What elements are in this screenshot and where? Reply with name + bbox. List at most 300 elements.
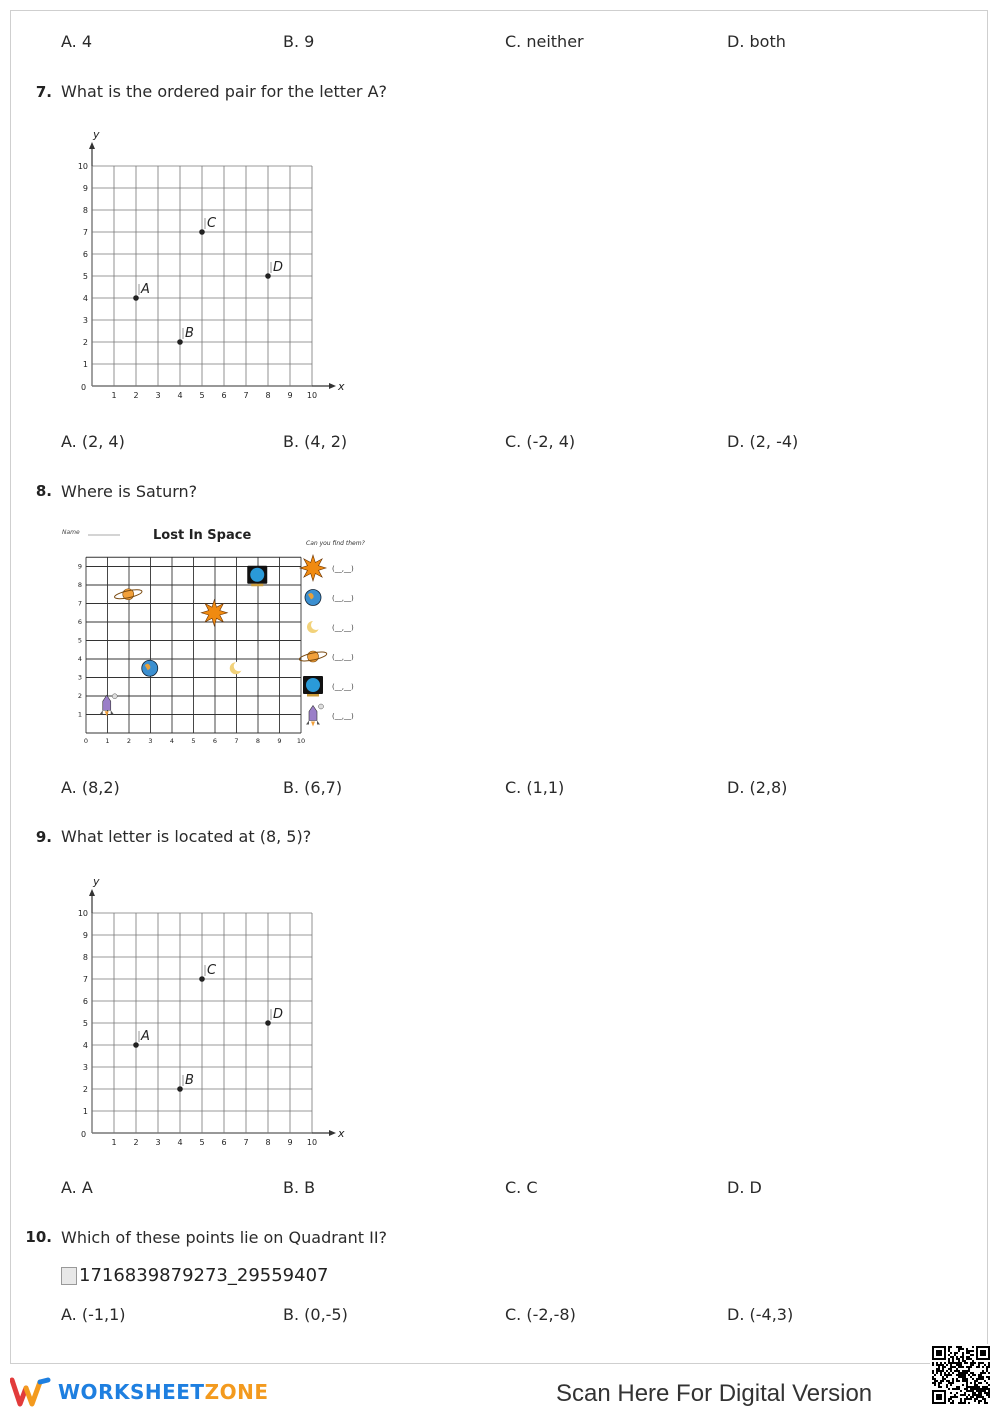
qr-module [986,1366,988,1368]
qr-module [960,1346,962,1348]
qr-module [958,1374,960,1376]
qr-module [938,1364,940,1366]
qr-module [964,1360,966,1362]
q8-option-d[interactable]: D. (2,8) [727,778,788,797]
qr-module [978,1364,980,1366]
qr-module [960,1402,962,1404]
x-tick-label: 1 [111,1138,117,1147]
qr-module [968,1394,970,1396]
q7-coordinate-graph [70,120,350,410]
qr-module [956,1378,958,1380]
qr-module [974,1386,976,1388]
qr-module [958,1372,960,1374]
qr-module [980,1400,982,1402]
earth-icon [142,660,158,676]
qr-module [978,1396,980,1398]
qr-module [948,1388,950,1390]
qr-module [956,1370,958,1372]
qr-module [976,1396,978,1398]
qr-module [962,1366,964,1368]
qr-module [938,1384,940,1386]
qr-module [978,1382,980,1384]
qr-module [966,1384,968,1386]
name-label: Name [62,529,80,536]
qr-module [970,1396,972,1398]
qr-module [962,1372,964,1374]
answer-blank: (__,__) [332,683,354,691]
y-tick-label: 3 [82,1063,88,1072]
point-b [177,339,183,345]
qr-finder-core [980,1350,986,1356]
qr-module [940,1370,942,1372]
qr-module [954,1370,956,1372]
y-tick-label: 2 [82,1085,88,1094]
qr-module [970,1354,972,1356]
qr-module [972,1360,974,1362]
q9-option-c[interactable]: C. C [505,1178,538,1197]
qr-module [944,1372,946,1374]
space-y-tick: 3 [77,673,82,682]
space-x-tick: 8 [255,737,261,745]
qr-module [934,1378,936,1380]
qr-module [932,1378,934,1380]
qr-module [932,1382,934,1384]
qr-module [980,1374,982,1376]
qr-module [986,1382,988,1384]
qr-module [950,1352,952,1354]
qr-module [956,1392,958,1394]
space-x-tick: 2 [126,737,132,745]
qr-module [950,1384,952,1386]
q10-option-a[interactable]: A. (-1,1) [61,1305,126,1324]
qr-module [960,1394,962,1396]
qr-module [986,1386,988,1388]
answer-blank: (__,__) [332,594,354,603]
qr-module [942,1366,944,1368]
x-axis-label: x [338,1127,345,1140]
y-tick-label: 9 [82,931,88,940]
qr-module [954,1366,956,1368]
qr-module [970,1376,972,1378]
qr-module [966,1378,968,1380]
point-a [133,295,139,301]
qr-module [950,1402,952,1404]
qr-module [954,1354,956,1356]
qr-module [964,1374,966,1376]
qr-module [980,1392,982,1394]
qr-module [978,1394,980,1396]
x-tick-label: 10 [306,391,318,400]
qr-module [946,1384,948,1386]
qr-module [982,1362,984,1364]
qr-module [950,1368,952,1370]
qr-module [970,1350,972,1352]
qr-module [952,1356,954,1358]
moon-icon [230,661,244,674]
space-x-tick: 10 [296,737,306,745]
y-tick-label: 6 [82,250,88,259]
x-axis-arrow [329,1130,336,1136]
point-label-a: A [141,1029,150,1044]
qr-module [958,1370,960,1372]
qr-module [986,1394,988,1396]
qr-module [970,1398,972,1400]
qr-module [960,1400,962,1402]
qr-module [972,1386,974,1388]
qr-module [956,1374,958,1376]
qr-module [958,1376,960,1378]
qr-module [958,1358,960,1360]
qr-module [950,1398,952,1400]
q8-option-a[interactable]: A. (8,2) [61,778,120,797]
sun-icon [300,555,326,581]
space-x-tick: 3 [148,737,153,745]
qr-module [966,1358,968,1360]
qr-module [972,1350,974,1352]
q9-text: What letter is located at (8, 5)? [61,827,312,846]
qr-module [940,1372,942,1374]
qr-module [940,1374,942,1376]
qr-module [976,1388,978,1390]
q10-option-d[interactable]: D. (-4,3) [727,1305,794,1324]
x-tick-label: 3 [155,391,161,400]
qr-module [970,1364,972,1366]
point-d [265,1020,271,1026]
earth-monitor-icon [247,566,267,587]
qr-module [966,1370,968,1372]
q6-option-b[interactable]: B. 9 [283,32,315,51]
q10-broken-image [61,1265,329,1286]
qr-module [972,1388,974,1390]
qr-module [958,1348,960,1350]
qr-module [980,1396,982,1398]
qr-module [966,1390,968,1392]
space-y-tick: 9 [77,562,82,571]
q6-option-d[interactable]: D. both [727,32,786,51]
qr-module [988,1388,990,1390]
space-y-tick: 1 [77,710,82,719]
qr-module [976,1378,978,1380]
qr-module [974,1388,976,1390]
y-axis-label: y [93,128,100,141]
qr-module [980,1388,982,1390]
qr-module [968,1398,970,1400]
qr-module [934,1382,936,1384]
q7-text: What is the ordered pair for the letter A? [61,82,388,101]
qr-module [968,1402,970,1404]
saturn-icon [114,588,143,601]
qr-module [954,1396,956,1398]
qr-module [978,1390,980,1392]
q10-text: Which of these points lie on Quadrant II? [61,1228,388,1247]
q9-option-b[interactable]: B. B [283,1178,316,1197]
qr-module [966,1396,968,1398]
qr-module [950,1362,952,1364]
y-tick-label: 10 [77,162,88,171]
y-tick-label: 4 [82,294,88,303]
qr-module [982,1366,984,1368]
qr-module [972,1378,974,1380]
y-axis-arrow [89,889,95,896]
qr-module [976,1390,978,1392]
qr-module [954,1352,956,1354]
qr-module [954,1388,956,1390]
qr-module [948,1368,950,1370]
space-y-tick: 2 [77,692,82,700]
qr-module [966,1388,968,1390]
broken-image-icon [61,1267,77,1285]
qr-module [962,1348,964,1350]
qr-module [952,1400,954,1402]
y-tick-label: 4 [82,1041,88,1050]
answer-blank: (__,__) [332,653,354,662]
qr-module [938,1368,940,1370]
qr-module [978,1362,980,1364]
qr-module [966,1380,968,1382]
qr-module [956,1368,958,1370]
qr-module [950,1346,952,1348]
qr-module [984,1380,986,1382]
qr-module [982,1378,984,1380]
qr-module [974,1392,976,1394]
x-tick-label: 8 [265,391,271,400]
point-b [177,1086,183,1092]
qr-module [936,1380,938,1382]
qr-module [962,1394,964,1396]
y-tick-label: 7 [82,975,88,984]
qr-module [962,1376,964,1378]
qr-module [972,1392,974,1394]
space-x-tick: 9 [277,737,282,745]
qr-code-icon[interactable] [930,1344,992,1406]
qr-module [966,1386,968,1388]
qr-module [960,1362,962,1364]
qr-module [972,1364,974,1366]
qr-module [962,1360,964,1362]
qr-module [960,1398,962,1400]
worksheetzone-logo[interactable] [10,1376,268,1408]
qr-module [966,1398,968,1400]
x-tick-label: 9 [287,1138,293,1147]
qr-module [964,1394,966,1396]
qr-module [960,1356,962,1358]
q9-option-a[interactable]: A. A [61,1178,93,1197]
qr-module [948,1382,950,1384]
qr-module [938,1382,940,1384]
qr-module [974,1394,976,1396]
qr-module [970,1372,972,1374]
y-axis-arrow [89,142,95,149]
qr-module [954,1394,956,1396]
qr-module [942,1380,944,1382]
qr-module [984,1386,986,1388]
qr-module [968,1366,970,1368]
x-axis-arrow [329,383,336,389]
q9-coordinate-graph [70,867,350,1157]
qr-module [960,1372,962,1374]
qr-module [980,1382,982,1384]
q8-lost-in-space-grid [58,520,378,750]
qr-module [970,1388,972,1390]
qr-module [942,1376,944,1378]
q8-option-b[interactable]: B. (6,7) [283,778,343,797]
qr-module [972,1346,974,1348]
qr-module [988,1394,990,1396]
qr-module [962,1374,964,1376]
q10-option-b[interactable]: B. (0,-5) [283,1305,348,1324]
space-x-tick: 7 [234,737,239,745]
qr-module [988,1364,990,1366]
qr-module [932,1376,934,1378]
qr-module [964,1392,966,1394]
qr-module [956,1396,958,1398]
qr-module [968,1390,970,1392]
qr-module [982,1388,984,1390]
qr-module [980,1378,982,1380]
qr-module [974,1384,976,1386]
q7-option-d[interactable]: D. (2, -4) [727,432,799,451]
qr-module [972,1396,974,1398]
qr-module [976,1398,978,1400]
qr-module [972,1372,974,1374]
qr-module [964,1370,966,1372]
qr-module [952,1388,954,1390]
x-axis-label: x [338,380,345,393]
scan-here-text: Scan Here For Digital Version [556,1380,873,1407]
rocket-icon [306,704,324,727]
qr-module [936,1370,938,1372]
qr-module [956,1362,958,1364]
q9-number: 9. [35,828,52,846]
qr-module [958,1388,960,1390]
point-c [199,976,205,982]
qr-module [956,1346,958,1348]
x-tick-label: 5 [199,391,205,400]
qr-module [988,1372,990,1374]
qr-module [966,1362,968,1364]
qr-module [978,1400,980,1402]
qr-module [962,1352,964,1354]
space-y-tick: 8 [77,581,82,589]
answer-blank: (__,__) [332,565,354,573]
qr-module [986,1376,988,1378]
qr-module [986,1392,988,1394]
qr-module [956,1386,958,1388]
q10-image-alt: 1716839879273_29559407 [79,1265,329,1286]
y-tick-label: 3 [82,316,88,325]
qr-module [970,1358,972,1360]
qr-module [970,1362,972,1364]
point-d [265,273,271,279]
qr-module [944,1362,946,1364]
qr-module [960,1374,962,1376]
y-tick-label: 8 [82,953,88,962]
q6-option-a[interactable]: A. 4 [61,32,93,51]
qr-module [950,1356,952,1358]
qr-module [964,1400,966,1402]
space-x-tick: 1 [105,737,110,745]
qr-module [968,1386,970,1388]
x-tick-label: 8 [265,1138,271,1147]
qr-finder-core [936,1350,942,1356]
q7-option-c[interactable]: C. (-2, 4) [505,432,576,451]
qr-module [940,1386,942,1388]
qr-module [968,1352,970,1354]
q7-number: 7. [35,83,52,101]
x-tick-label: 4 [177,391,183,400]
qr-module [958,1350,960,1352]
qr-module [942,1378,944,1380]
point-c [199,229,205,235]
q7-option-a[interactable]: A. (2, 4) [61,432,125,451]
qr-module [986,1368,988,1370]
qr-module [960,1366,962,1368]
qr-module [988,1378,990,1380]
qr-module [976,1384,978,1386]
qr-module [962,1378,964,1380]
qr-module [950,1364,952,1366]
q10-option-c[interactable]: C. (-2,-8) [505,1305,576,1324]
qr-module [988,1376,990,1378]
qr-module [948,1360,950,1362]
qr-module [956,1358,958,1360]
qr-module [984,1364,986,1366]
q8-option-c[interactable]: C. (1,1) [505,778,565,797]
qr-module [938,1366,940,1368]
q7-option-b[interactable]: B. (4, 2) [283,432,348,451]
qr-module [952,1360,954,1362]
qr-module [978,1366,980,1368]
point-label-d: D [273,260,284,275]
qr-module [942,1364,944,1366]
qr-module [970,1386,972,1388]
qr-module [962,1354,964,1356]
qr-module [974,1380,976,1382]
qr-module [952,1378,954,1380]
moon-icon [307,620,321,633]
q9-option-d[interactable]: D. D [727,1178,762,1197]
qr-module [956,1356,958,1358]
qr-module [978,1392,980,1394]
space-x-tick: 0 [83,737,89,745]
x-tick-label: 6 [221,391,227,400]
qr-module [984,1400,986,1402]
qr-module [958,1362,960,1364]
qr-module [980,1372,982,1374]
qr-module [968,1350,970,1352]
qr-module [948,1354,950,1356]
qr-module [964,1380,966,1382]
qr-module [936,1372,938,1374]
qr-module [948,1350,950,1352]
qr-module [934,1380,936,1382]
origin-label: 0 [81,383,87,392]
qr-module [952,1402,954,1404]
space-y-tick: 6 [77,618,82,626]
qr-module [948,1346,950,1348]
qr-module [972,1362,974,1364]
qr-module [964,1376,966,1378]
point-label-b: B [185,326,194,341]
qr-module [986,1402,988,1404]
q6-option-c[interactable]: C. neither [505,32,584,51]
qr-module [974,1398,976,1400]
point-label-c: C [207,963,217,978]
qr-module [978,1376,980,1378]
qr-module [962,1370,964,1372]
qr-module [962,1380,964,1382]
qr-module [968,1374,970,1376]
